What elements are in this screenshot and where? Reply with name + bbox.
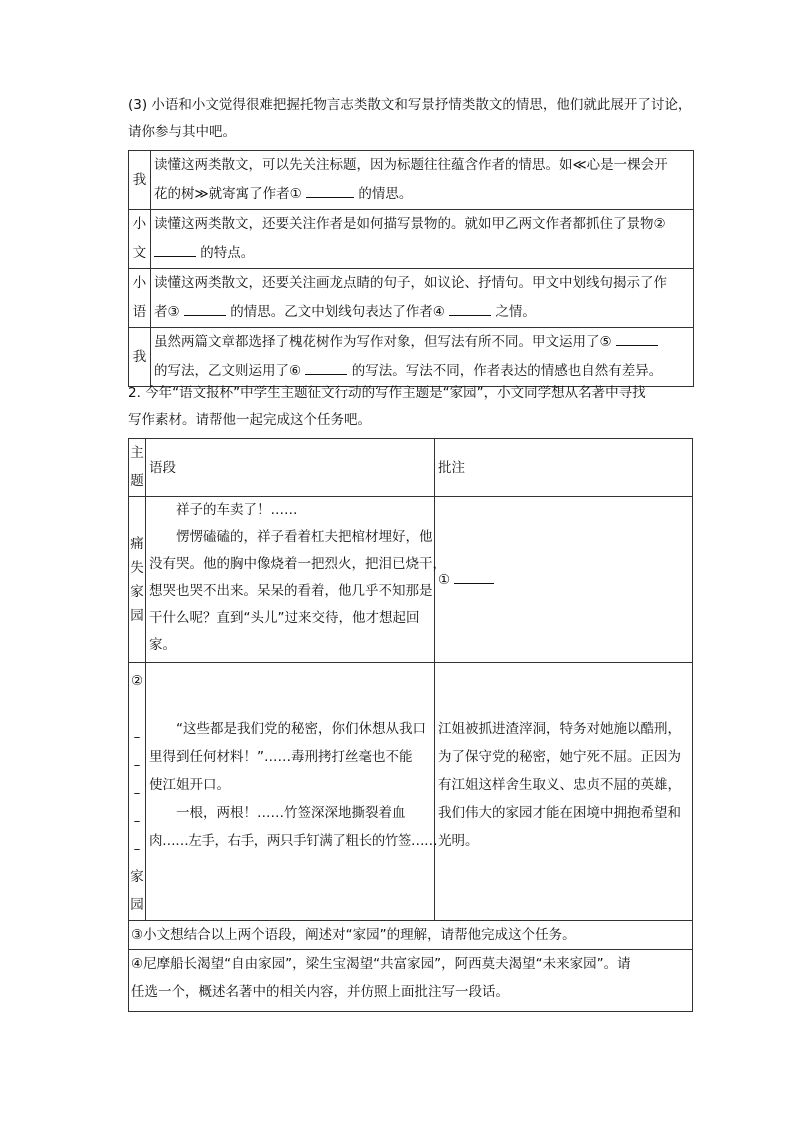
q3-intro: (3) 小语和小文觉得很难把握托物言志类散文和写景抒情类散文的情思，他们就此展开了讨论， 请你参与其中吧。 xyxy=(128,97,692,140)
discussion-text: 虽然两篇文章都选择了槐花树作为写作对象，但写法有所不同。甲文运用了⑤ 的写法，乙文则运用了⑥ 的写法。写法不同，作者表达的情感也自然有差异。 xyxy=(151,328,694,387)
note-cell: ① xyxy=(435,497,693,663)
answer-blank-2[interactable] xyxy=(154,241,196,257)
speaker-cell: 我 xyxy=(129,151,151,210)
task-row-3 xyxy=(129,921,693,950)
speaker-cell: 小语 xyxy=(129,269,151,328)
passage-cell: 祥子的车卖了！…… 愣愣磕磕的，祥子看着杠夫把棺材埋好，他 没有哭。他的胸中像烧着一把烈火，把泪已烧干， 想哭也哭不出来。呆呆的看着，他几乎不知那是 干什么呢？直到“头儿”过来交待，他才想起回 家。 xyxy=(146,497,435,663)
discussion-text: 读懂这两类散文，还要关注作者是如何描写景物的。就如甲乙两文作者都抓住了景物② 的特点。 xyxy=(151,210,694,269)
table-row xyxy=(129,663,693,921)
theme-table xyxy=(128,438,693,1012)
discussion-text: 读懂这两类散文，还要关注画龙点睛的句子，如议论、抒情句。甲文中划线句揭示了作 者③ 的情思。乙文中划线句表达了作者④ 之情。 xyxy=(151,269,694,328)
answer-blank-4[interactable] xyxy=(449,300,491,316)
task-3-text: ③小文想结合以上两个语段，阐述对“家园”的理解，请帮他完成这个任务。 xyxy=(129,921,693,950)
discussion-row xyxy=(129,269,694,328)
task-4-text: ④尼摩船长渴望“自由家园”，梁生宝渴望“共富家园”，阿西莫夫渴望“未来家园”。请 任选一个，概述名著中的相关内容，并仿照上面批注写一段话。 xyxy=(129,950,693,1012)
discussion-row xyxy=(129,210,694,269)
answer-blank-1[interactable] xyxy=(306,182,354,198)
answer-blank-5[interactable] xyxy=(616,330,658,346)
speaker-cell: 我 xyxy=(129,328,151,387)
discussion-table xyxy=(128,150,694,387)
header-row xyxy=(129,439,693,497)
task-row-4 xyxy=(129,950,693,1012)
discussion-text: 读懂这两类散文，可以先关注标题，因为标题往往蕴含作者的情思。如≪心是一棵会开 花的树≫就寄寓了作者① 的情思。 xyxy=(151,151,694,210)
note-cell: 江姐被抓进渣滓洞，特务对她施以酷刑， 为了保守党的秘密，她宁死不屈。正因为 有江姐这样舍生取义、忠贞不屈的英雄， 我们伟大的家园才能在困境中拥抱希望和 光明。 xyxy=(435,663,693,921)
discussion-row xyxy=(129,328,694,387)
answer-blank-6[interactable] xyxy=(305,359,347,375)
answer-blank-note-1[interactable] xyxy=(454,568,494,584)
discussion-row xyxy=(129,151,694,210)
header-theme: 主题 xyxy=(129,439,146,497)
header-note: 批注 xyxy=(435,439,693,497)
theme-cell: 痛失家园 xyxy=(129,497,146,663)
theme-cell: ② – – – – – 家 园 xyxy=(129,663,146,921)
table-row xyxy=(129,497,693,663)
q2-intro: 2. 今年“语文报杯”中学生主题征文行动的写作主题是“家园”，小文同学想从名著中寻找 写作素材。请帮他一起完成这个任务吧。 xyxy=(128,385,646,428)
header-passage: 语段 xyxy=(146,439,435,497)
speaker-cell: 小文 xyxy=(129,210,151,269)
answer-blank-3[interactable] xyxy=(184,300,226,316)
passage-cell: “这些都是我们党的秘密，你们休想从我口 里得到任何材料！”……毒刑拷打丝毫也不能 使江姐开口。 一根，两根！……竹签深深地撕裂着血 肉……左手，右手，两只手钉满了粗长的竹签…… xyxy=(146,663,435,921)
